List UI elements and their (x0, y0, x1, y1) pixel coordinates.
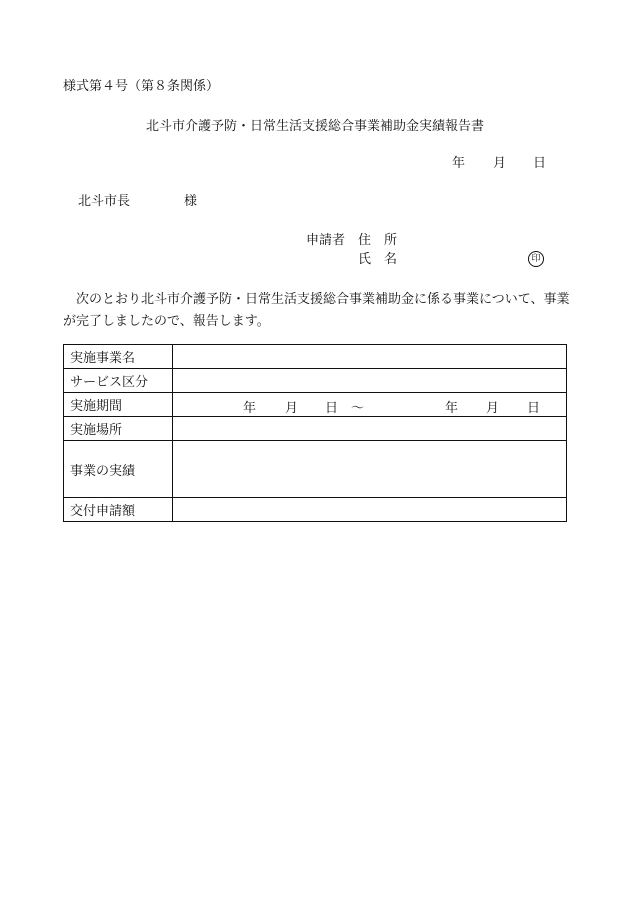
date-year: 年 (452, 156, 466, 171)
row-label-period: 実施期間 (64, 393, 173, 417)
name-label: 氏 名 (358, 252, 398, 267)
date-day: 日 (533, 156, 547, 171)
body-text: 次のとおり北斗市介護予防・日常生活支援総合事業補助金に係る事業について、事業が完了しましたので、報告します。 (63, 292, 570, 329)
period-end-day: 日 (527, 401, 541, 416)
amount-field[interactable] (173, 498, 567, 522)
location-field[interactable] (173, 417, 567, 441)
row-label-service-category: サービス区分 (64, 369, 173, 393)
form-number: 様式第４号（第８条関係） (63, 79, 220, 94)
table-row (64, 393, 567, 417)
period-start-year: 年 (243, 401, 257, 416)
addressee-name: 北斗市長 (78, 194, 131, 209)
table-row (64, 369, 567, 393)
applicant-label: 申請者 (306, 233, 346, 248)
period-start-month: 月 (285, 401, 299, 416)
table-row (64, 417, 567, 441)
date-month: 月 (493, 156, 507, 171)
row-label-amount: 交付申請額 (64, 498, 173, 522)
report-table (63, 344, 567, 522)
service-category-field[interactable] (173, 369, 567, 393)
period-start-day: 日 (325, 401, 339, 416)
period-end-month: 月 (486, 401, 500, 416)
row-label-location: 実施場所 (64, 417, 173, 441)
table-row (64, 441, 567, 498)
table-row (64, 345, 567, 369)
row-label-project-name: 実施事業名 (64, 345, 173, 369)
project-name-field[interactable] (173, 345, 567, 369)
row-label-results: 事業の実績 (64, 441, 173, 498)
addressee-honorific: 様 (184, 194, 198, 209)
results-field[interactable] (173, 441, 567, 498)
period-field[interactable] (173, 393, 567, 417)
period-end-year: 年 (445, 401, 459, 416)
seal-mark: 印 (528, 251, 544, 267)
table-row (64, 498, 567, 522)
address-label: 住 所 (358, 233, 398, 248)
period-separator: ～ (351, 401, 365, 416)
document-title: 北斗市介護予防・日常生活支援総合事業補助金実績報告書 (145, 119, 484, 134)
